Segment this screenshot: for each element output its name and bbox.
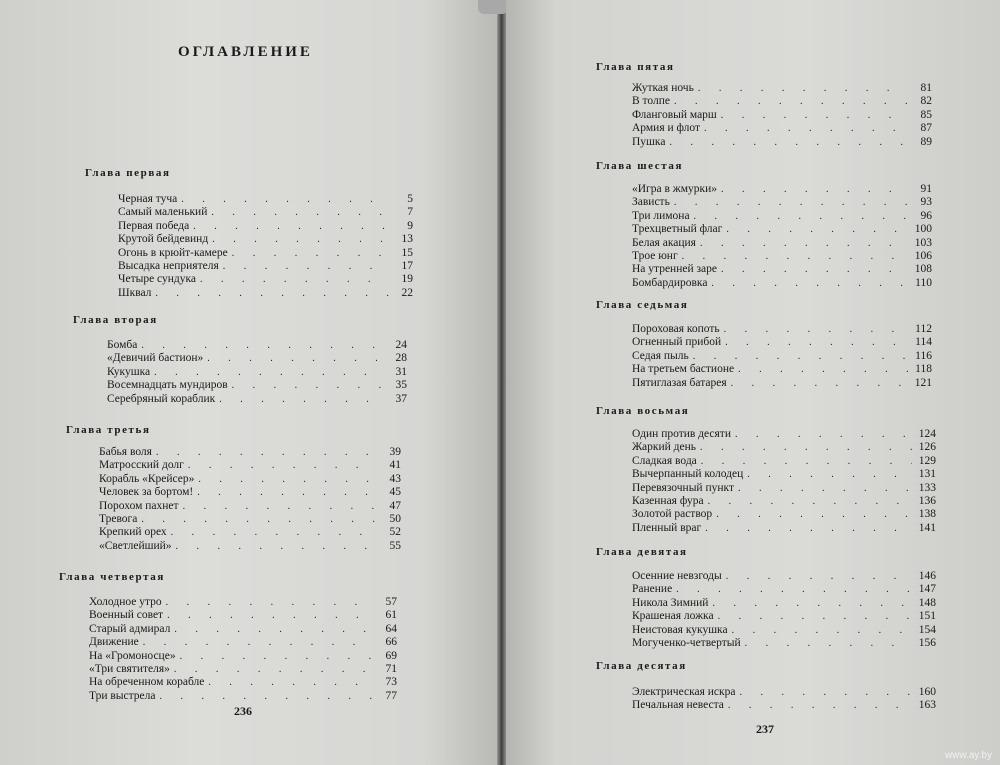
chapter-title: Глава вторая [73, 314, 158, 326]
toc-entry [89, 596, 397, 609]
dot-leader [211, 207, 389, 219]
dot-leader [219, 394, 383, 406]
toc-entry [632, 223, 932, 236]
toc-entry [632, 570, 936, 583]
toc-entry-page: 31 [395, 365, 407, 378]
chapter-entries [632, 323, 932, 390]
chapter-title: Глава девятая [596, 546, 688, 558]
chapter-entries [632, 82, 932, 149]
toc-entry-title: Кукушка [107, 365, 151, 378]
toc-entry-title: Огненный прибой [632, 336, 722, 349]
toc-entry-title: На утренней заре [632, 263, 717, 276]
toc-entry-page: 17 [401, 260, 413, 273]
toc-entry [89, 650, 397, 663]
toc-entry [632, 210, 932, 223]
toc-entry-title: Самый маленький [118, 206, 208, 219]
toc-entry-page: 77 [385, 689, 397, 702]
toc-entry-page: 106 [914, 250, 932, 263]
toc-entry [632, 428, 936, 441]
toc-entry [99, 446, 401, 459]
toc-entry [632, 196, 932, 209]
page-number: 236 [234, 704, 252, 718]
toc-entry-title: Белая акация [632, 236, 696, 249]
dot-leader [232, 248, 389, 260]
dot-leader [724, 324, 908, 336]
toc-entry-page: 41 [389, 459, 401, 472]
toc-entry-page: 110 [915, 276, 932, 289]
toc-entry [118, 206, 413, 219]
toc-entry-title: Один против десяти [632, 428, 731, 440]
dot-leader [739, 687, 912, 699]
toc-entry-title: Перевязочный пункт [632, 481, 734, 494]
toc-entry-title: Первая победа [118, 219, 190, 232]
toc-entry-page: 47 [389, 499, 401, 512]
toc-entry [632, 699, 936, 712]
toc-entry [632, 377, 932, 390]
toc-entry-title: Тревога [99, 513, 138, 526]
dot-leader [676, 584, 912, 596]
dot-leader [223, 261, 389, 273]
dot-leader [718, 611, 912, 623]
toc-entry-title: Пятиглазая батарея [632, 376, 727, 389]
toc-entry-title: На обреченном корабле [89, 676, 205, 689]
toc-entry-title: Движение [89, 636, 139, 649]
toc-entry-title: Шквал [118, 286, 152, 299]
toc-entry-page: 50 [389, 513, 401, 526]
toc-entry-page: 81 [920, 82, 932, 94]
toc-entry [632, 277, 932, 290]
toc-entry [118, 287, 413, 300]
chapter-title: Глава десятая [596, 660, 687, 672]
toc-entry-page: 24 [395, 339, 407, 351]
toc-entry-title: Пушка [632, 135, 666, 148]
toc-entry-title: Человек за бортом! [99, 486, 194, 499]
toc-entry-page: 9 [407, 219, 413, 232]
toc-entry-title: Бомбардировка [632, 276, 708, 289]
toc-entry [632, 637, 936, 650]
toc-entry [632, 136, 932, 149]
toc-entry-title: Холодное утро [89, 596, 162, 608]
toc-entry-page: 89 [920, 135, 932, 148]
toc-entry-page: 7 [407, 206, 413, 219]
toc-entry-page: 116 [915, 349, 932, 362]
toc-entry [99, 513, 401, 526]
dot-leader [171, 527, 377, 539]
toc-entry-page: 87 [920, 122, 932, 135]
dot-leader [181, 194, 389, 206]
toc-entry [107, 366, 407, 379]
dot-leader [180, 651, 373, 663]
toc-entry [632, 441, 936, 454]
toc-entry [632, 250, 932, 263]
toc-entry-title: Военный совет [89, 609, 164, 622]
toc-entry-title: Пленный враг [632, 521, 702, 534]
dot-leader [728, 700, 912, 712]
toc-entry-title: Три выстрела [89, 689, 156, 702]
dot-leader [174, 664, 373, 676]
chapter-title: Глава восьмая [596, 405, 690, 417]
toc-entry-title: Порохом пахнет [99, 499, 179, 512]
toc-entry-title: Корабль «Крейсер» [99, 472, 195, 485]
toc-entry [632, 183, 932, 196]
toc-entry-title: Четыре сундука [118, 273, 197, 286]
toc-entry [107, 393, 407, 406]
dot-leader [232, 380, 383, 392]
dot-leader [705, 523, 912, 535]
toc-entry-page: 52 [389, 526, 401, 539]
toc-entry-page: 100 [914, 223, 932, 236]
toc-entry-title: Осенние невзгоды [632, 570, 722, 582]
chapter-entries [99, 446, 401, 553]
dot-leader [682, 251, 908, 263]
dot-leader [160, 691, 374, 703]
dot-leader [156, 447, 377, 459]
chapter-entries [632, 428, 936, 535]
toc-entry-title: Огонь в крюйт-камере [118, 246, 228, 259]
toc-entry-page: 35 [395, 379, 407, 392]
toc-entry [632, 336, 932, 349]
toc-entry-page: 147 [918, 583, 936, 596]
toc-entry-page: 141 [918, 521, 936, 534]
chapter-title: Глава шестая [596, 160, 683, 172]
toc-entry-title: Крутой бейдевинд [118, 233, 209, 246]
dot-leader [212, 234, 389, 246]
toc-entry-title: Восемнадцать мундиров [107, 379, 228, 392]
toc-entry [632, 122, 932, 135]
dot-leader [700, 238, 908, 250]
toc-entry-title: Фланговый марш [632, 108, 717, 121]
toc-entry [632, 350, 932, 363]
toc-entry [107, 339, 407, 352]
dot-leader [712, 598, 912, 610]
toc-entry-page: 118 [915, 363, 932, 376]
toc-entry-page: 136 [918, 495, 936, 508]
toc-entry-title: Зависть [632, 196, 670, 209]
dot-leader [188, 460, 377, 472]
chapter-title: Глава пятая [596, 61, 675, 73]
dot-leader [193, 221, 389, 233]
dot-leader [704, 123, 908, 135]
dot-leader [174, 624, 373, 636]
toc-entry-page: 71 [385, 663, 397, 676]
toc-entry [118, 260, 413, 273]
toc-entry [118, 220, 413, 233]
toc-entry-page: 55 [389, 539, 401, 552]
dot-leader [674, 96, 908, 108]
toc-entry-page: 129 [918, 454, 936, 467]
dot-leader [726, 571, 912, 583]
toc-entry-title: Электрическая искра [632, 686, 736, 698]
dot-leader [166, 597, 373, 609]
dot-leader [721, 264, 908, 276]
toc-entry-page: 15 [401, 246, 413, 259]
chapter-title: Глава третья [66, 424, 151, 436]
toc-entry [632, 109, 932, 122]
dot-leader [735, 429, 912, 441]
toc-entry-page: 37 [395, 392, 407, 405]
dot-leader [711, 278, 908, 290]
toc-entry [632, 583, 936, 596]
page-number: 237 [756, 722, 774, 736]
dot-leader [154, 367, 383, 379]
toc-entry [89, 676, 397, 689]
chapter-title: Глава первая [85, 167, 171, 179]
chapter-title: Глава четвертая [59, 571, 165, 583]
toc-entry-page: 64 [385, 622, 397, 635]
dot-leader [176, 541, 377, 553]
dot-leader [745, 638, 912, 650]
toc-entry-page: 69 [385, 649, 397, 662]
page-heading: ОГЛАВЛЕНИЕ [178, 44, 313, 60]
toc-entry-title: Никола Зимний [632, 596, 709, 609]
toc-entry-page: 156 [918, 637, 936, 650]
toc-entry-page: 133 [918, 481, 936, 494]
left-page [0, 0, 497, 765]
toc-entry-page: 114 [915, 336, 932, 349]
toc-entry-page: 154 [918, 623, 936, 636]
toc-entry [632, 495, 936, 508]
toc-entry-title: Бомба [107, 339, 138, 351]
toc-entry-page: 163 [918, 699, 936, 712]
dot-leader [693, 351, 908, 363]
toc-entry [632, 597, 936, 610]
toc-entry [118, 193, 413, 206]
toc-entry [118, 273, 413, 286]
toc-entry-title: Трое юнг [632, 250, 678, 263]
toc-entry-title: Жуткая ночь [632, 82, 694, 94]
toc-entry [89, 609, 397, 622]
toc-entry-title: Пороховая копоть [632, 323, 720, 335]
toc-entry-title: Золотой раствор [632, 508, 713, 521]
toc-entry-title: «Три святителя» [89, 663, 170, 676]
dot-leader [708, 496, 912, 508]
toc-entry-title: Серебряный кораблик [107, 392, 216, 405]
toc-entry-page: 13 [401, 233, 413, 246]
toc-entry [632, 686, 936, 699]
toc-entry-title: На «Громоносце» [89, 649, 176, 662]
toc-entry [632, 82, 932, 95]
toc-entry-page: 91 [920, 183, 932, 195]
toc-entry-page: 146 [918, 570, 936, 582]
dot-leader [731, 378, 908, 390]
dot-leader [716, 509, 912, 521]
toc-entry [632, 508, 936, 521]
toc-entry [632, 482, 936, 495]
toc-entry [632, 610, 936, 623]
toc-entry-page: 121 [914, 376, 932, 389]
toc-entry-page: 73 [385, 676, 397, 689]
dot-leader [721, 184, 908, 196]
toc-entry [632, 624, 936, 637]
toc-entry [632, 323, 932, 336]
toc-entry-title: Печальная невеста [632, 699, 724, 712]
toc-entry-title: Трехцветный флаг [632, 223, 723, 236]
dot-leader [747, 469, 912, 481]
toc-entry-title: Жаркий день [632, 441, 696, 454]
chapter-entries [632, 686, 936, 713]
toc-entry [632, 263, 932, 276]
toc-entry [99, 486, 401, 499]
toc-entry [89, 623, 397, 636]
toc-entry-title: Казенная фура [632, 495, 704, 508]
toc-entry-page: 124 [918, 428, 936, 440]
dot-leader [183, 501, 377, 513]
toc-entry-page: 45 [389, 486, 401, 499]
toc-entry [118, 247, 413, 260]
toc-entry-title: Три лимона [632, 209, 690, 222]
dot-leader [738, 364, 908, 376]
book-gutter [497, 0, 506, 765]
toc-entry-title: На третьем бастионе [632, 363, 735, 376]
dot-leader [725, 337, 908, 349]
toc-entry-page: 160 [918, 686, 936, 698]
toc-entry-title: Армия и флот [632, 122, 701, 135]
chapter-entries [632, 183, 932, 290]
toc-entry [89, 636, 397, 649]
dot-leader [208, 677, 373, 689]
toc-entry-page: 43 [389, 472, 401, 485]
toc-entry-page: 5 [407, 193, 413, 205]
toc-entry-title: Сладкая вода [632, 454, 697, 467]
toc-entry-title: В толпе [632, 95, 671, 108]
chapter-entries [107, 339, 407, 406]
toc-entry [632, 455, 936, 468]
toc-entry-title: Могученко-четвертый [632, 637, 741, 650]
toc-entry [632, 237, 932, 250]
toc-entry-page: 66 [385, 636, 397, 649]
toc-entry-page: 138 [918, 508, 936, 521]
dot-leader [669, 137, 908, 149]
toc-entry-title: Вычерпанный колодец [632, 468, 744, 481]
toc-entry [632, 363, 932, 376]
toc-entry [118, 233, 413, 246]
toc-entry-page: 19 [401, 273, 413, 286]
toc-entry-title: Черная туча [118, 193, 178, 205]
dot-leader [198, 474, 377, 486]
dot-leader [207, 353, 383, 365]
toc-entry-title: «Игра в жмурки» [632, 183, 718, 195]
dot-leader [167, 610, 373, 622]
toc-entry-page: 96 [920, 209, 932, 222]
toc-entry-page: 131 [918, 468, 936, 481]
toc-entry-title: Матросский долг [99, 459, 184, 472]
toc-entry-page: 82 [920, 95, 932, 108]
dot-leader [738, 483, 912, 495]
toc-entry-title: Седая пыль [632, 349, 689, 362]
dot-leader [700, 442, 912, 454]
toc-entry-page: 93 [920, 196, 932, 209]
toc-entry [99, 473, 401, 486]
bookmark-ribbon [478, 0, 508, 14]
dot-leader [143, 637, 373, 649]
chapter-title: Глава седьмая [596, 299, 689, 311]
toc-entry-page: 57 [385, 596, 397, 608]
chapter-entries [89, 596, 397, 703]
dot-leader [721, 110, 908, 122]
dot-leader [674, 197, 908, 209]
toc-entry-page: 148 [918, 596, 936, 609]
toc-entry-title: «Девичий бастион» [107, 352, 204, 365]
toc-entry [632, 95, 932, 108]
toc-entry-page: 126 [918, 441, 936, 454]
watermark: www.ay.by [944, 750, 992, 761]
toc-entry-title: Высадка неприятеля [118, 260, 219, 273]
toc-entry [632, 522, 936, 535]
dot-leader [141, 514, 377, 526]
toc-entry-title: Бабья воля [99, 446, 152, 458]
toc-entry-page: 151 [918, 610, 936, 623]
dot-leader [155, 288, 389, 300]
toc-entry [632, 468, 936, 481]
toc-entry-page: 28 [395, 352, 407, 365]
toc-entry [99, 540, 401, 553]
toc-entry-title: «Светлейший» [99, 539, 172, 552]
dot-leader [726, 224, 908, 236]
toc-entry-title: Крашеная ложка [632, 610, 714, 623]
dot-leader [141, 340, 383, 352]
toc-entry-title: Неистовая кукушка [632, 623, 728, 636]
chapter-entries [118, 193, 413, 300]
toc-entry [99, 500, 401, 513]
toc-entry-page: 108 [914, 263, 932, 276]
toc-entry-page: 112 [915, 323, 932, 335]
toc-entry [89, 690, 397, 703]
toc-entry-page: 39 [389, 446, 401, 458]
toc-entry-title: Старый адмирал [89, 622, 171, 635]
toc-entry-page: 103 [914, 236, 932, 249]
dot-leader [694, 211, 908, 223]
toc-entry [99, 526, 401, 539]
toc-entry-page: 22 [401, 286, 413, 299]
dot-leader [698, 83, 908, 95]
toc-entry [107, 352, 407, 365]
dot-leader [701, 456, 912, 468]
toc-entry-page: 61 [385, 609, 397, 622]
dot-leader [732, 625, 912, 637]
toc-entry-page: 85 [920, 108, 932, 121]
toc-entry [107, 379, 407, 392]
toc-entry-title: Крепкий орех [99, 526, 167, 539]
dot-leader [197, 487, 377, 499]
toc-entry [89, 663, 397, 676]
toc-entry-title: Ранение [632, 583, 673, 596]
chapter-entries [632, 570, 936, 650]
right-page [506, 0, 1000, 765]
toc-entry [99, 459, 401, 472]
dot-leader [200, 274, 389, 286]
